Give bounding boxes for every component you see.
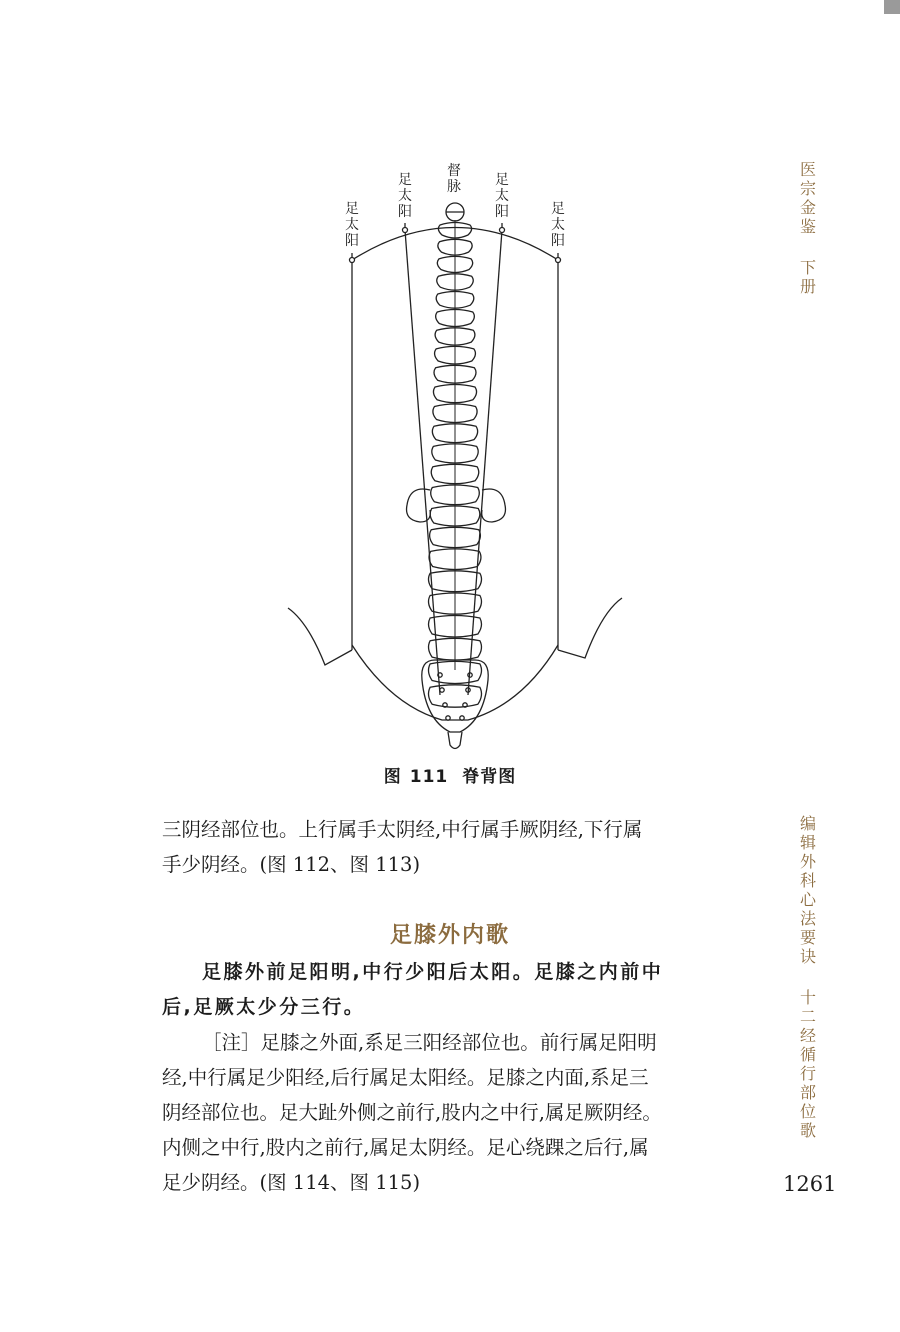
side-char: 法 (799, 909, 816, 928)
label-zu-taiyang-outer-right: 足 太 阳 (551, 201, 565, 249)
text-line: 阴经部位也。足大趾外侧之前行,股内之中行,属足厥阴经。 (162, 1101, 662, 1124)
side-header-chapter (796, 814, 820, 1140)
side-char: 册 (799, 277, 816, 296)
spine-back-diagram (270, 160, 650, 760)
scapula-right (482, 489, 506, 522)
text-line: 手少阴经。(图 112、图 113) (162, 853, 421, 876)
text-line: 后,足厥太少分三行。 (162, 996, 366, 1018)
coccyx (448, 732, 462, 749)
side-char: 经 (799, 1026, 816, 1045)
side-char: 辑 (799, 833, 816, 852)
side-char: 十 (799, 988, 816, 1007)
hip-line-right (558, 598, 622, 658)
hip-line-left (288, 608, 352, 665)
vertebra (429, 685, 482, 707)
label-zu-taiyang-outer-left: 足 太 阳 (345, 201, 359, 249)
paragraph-continuation (162, 812, 754, 882)
caption-number: 111 (409, 767, 449, 787)
sacrum (422, 660, 488, 732)
figure-caption (0, 762, 900, 787)
side-char: 要 (799, 928, 816, 947)
side-char: 位 (799, 1102, 816, 1121)
side-char: 循 (799, 1045, 816, 1064)
text-line: 经,中行属足少阳经,后行属足太阳经。足膝之内面,系足三 (162, 1066, 649, 1089)
page-corner-mark (884, 0, 900, 14)
side-char: 编 (799, 814, 816, 833)
side-char: 宗 (799, 179, 816, 198)
side-char: 行 (799, 1064, 816, 1083)
text-line: 足少阴经。(图 114、图 115) (162, 1171, 421, 1194)
commentary-block (162, 1025, 754, 1200)
side-char: 金 (799, 198, 816, 217)
meridian-line-inner-left (405, 230, 440, 695)
verse-block (162, 955, 754, 1025)
text-line: ［注］足膝之外面,系足三阳经部位也。前行属足阳明 (202, 1031, 657, 1054)
side-header-book-title (796, 160, 820, 296)
text-line: 足膝外前足阳明,中行少阳后太阳。足膝之内前中 (202, 961, 664, 983)
side-char: 部 (799, 1083, 816, 1102)
text-line: 内侧之中行,股内之前行,属足太阴经。足心绕踝之后行,属 (162, 1136, 649, 1159)
side-char: 歌 (799, 1121, 816, 1140)
label-du-mai-vertical: 督 脉 (447, 163, 461, 195)
side-char: 鉴 (799, 217, 816, 236)
caption-prefix: 图 (383, 767, 402, 787)
side-char: 下 (799, 258, 816, 277)
label-zu-taiyang-inner-right: 足 太 阳 (495, 172, 509, 220)
side-char: 科 (799, 871, 816, 890)
page-number: 1261 (783, 1172, 837, 1196)
caption-title: 脊背图 (462, 767, 517, 787)
side-char: 心 (799, 890, 816, 909)
side-char: 外 (799, 852, 816, 871)
text-line: 三阴经部位也。上行属手太阴经,中行属手厥阴经,下行属 (162, 818, 643, 841)
section-heading: 足膝外内歌 (389, 922, 510, 948)
side-char: 诀 (799, 947, 816, 966)
side-char: 医 (799, 160, 816, 179)
label-zu-taiyang-inner-left: 足 太 阳 (398, 172, 412, 220)
side-char: 二 (799, 1007, 816, 1026)
